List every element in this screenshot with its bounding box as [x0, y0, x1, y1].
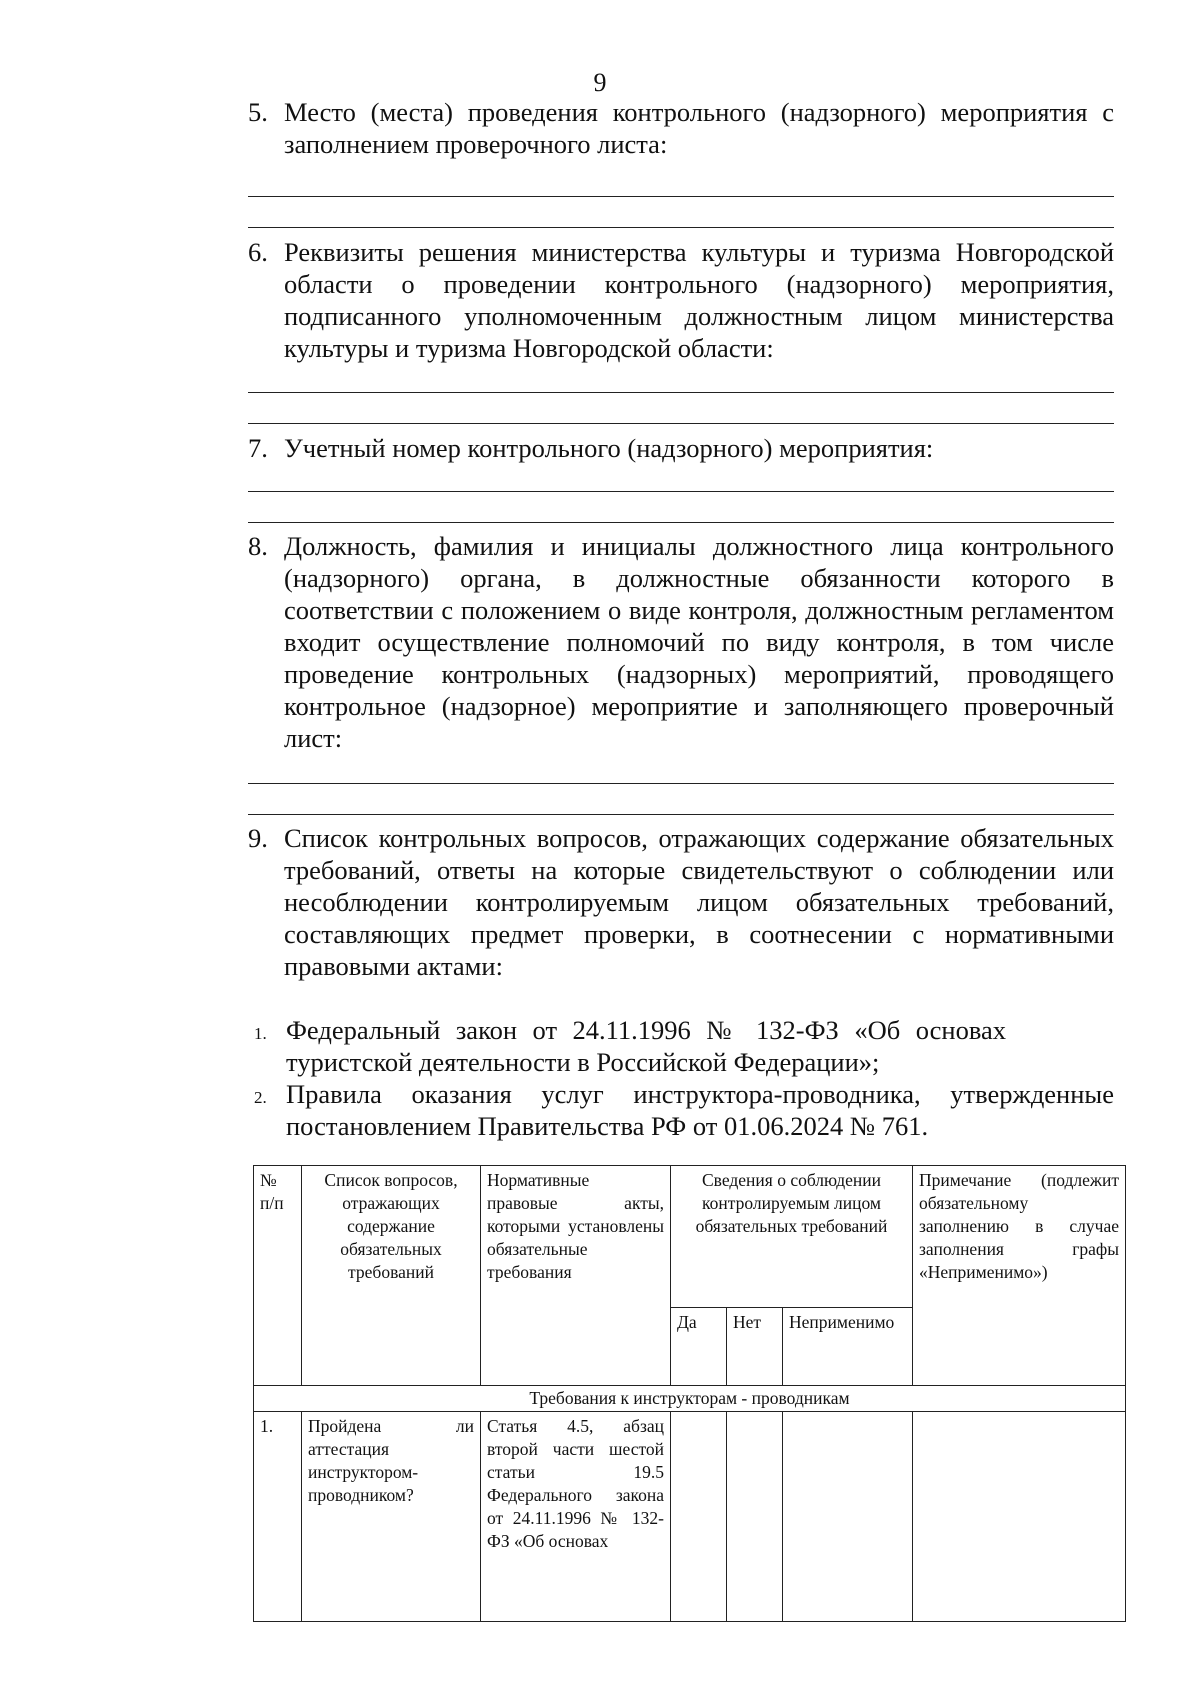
fill-line[interactable] — [248, 227, 1114, 228]
section-9-number: 9. — [248, 823, 268, 853]
section-8 — [248, 530, 1114, 754]
section-5-number: 5. — [248, 97, 268, 127]
section-7-number: 7. — [248, 433, 268, 463]
section-6-number: 6. — [248, 237, 268, 267]
section-9 — [248, 822, 1114, 982]
law-item — [254, 1078, 1114, 1142]
section-6-text: Реквизиты решения министерства культуры и туризма Новгородской области о проведении контрольного (надзорного) мероприятия, подписанного уполномоченным должностным лицом министерства культуры и туризма Новгородской области: — [284, 237, 1114, 363]
header-acts: Нормативные правовые акты, которыми установлены обязательные требования — [481, 1166, 671, 1386]
header-note: Примечание (подлежит обязательному заполнению в случае заполнения графы «Неприменимо») — [913, 1166, 1126, 1386]
cell-no[interactable] — [727, 1412, 783, 1622]
header-yes: Да — [671, 1308, 727, 1386]
header-questions: Список вопросов, отражающих содержание обязательных требований — [302, 1166, 481, 1386]
cell-not-applicable[interactable] — [783, 1412, 913, 1622]
fill-line[interactable] — [248, 522, 1114, 523]
table-section-title: Требования к инструкторам - проводникам — [254, 1386, 1126, 1412]
fill-line[interactable] — [248, 423, 1114, 424]
header-not-applicable: Неприменимо — [783, 1308, 913, 1386]
section-5 — [248, 96, 1114, 160]
fill-line[interactable] — [248, 196, 1114, 197]
row-act: Статья 4.5, абзац второй части шестой статьи 19.5 Федерального закона от 24.11.1996 № 132-ФЗ «Об основах — [481, 1412, 671, 1622]
row-num: 1. — [254, 1412, 302, 1622]
law-text: Федеральный закон от 24.11.1996 № 132-ФЗ «Об основах туристской деятельности в Российской Федерации»; — [286, 1015, 1006, 1077]
law-text: Правила оказания услуг инструктора-проводника, утвержденные постановлением Правительства РФ от 01.06.2024 № 761. — [286, 1079, 1114, 1141]
fill-line[interactable] — [248, 814, 1114, 815]
section-6 — [248, 236, 1114, 364]
row-question: Пройдена ли аттестация инструктором-проводником? — [302, 1412, 481, 1622]
law-number: 1. — [254, 1024, 267, 1043]
cell-note[interactable] — [913, 1412, 1126, 1622]
fill-line[interactable] — [248, 392, 1114, 393]
fill-line[interactable] — [248, 491, 1114, 492]
law-number: 2. — [254, 1088, 267, 1107]
header-num: № п/п — [254, 1166, 302, 1386]
header-compliance: Сведения о соблюдении контролируемым лицом обязательных требований — [671, 1166, 913, 1308]
checklist-table — [253, 1165, 1126, 1622]
cell-yes[interactable] — [671, 1412, 727, 1622]
table-row — [254, 1412, 1126, 1622]
section-9-text: Список контрольных вопросов, отражающих содержание обязательных требований, ответы на которые свидетельствуют о соблюдении или несоблюдении контролируемым лицом обязательных требований, составляющих предмет проверки, в соотнесении с нормативными правовыми актами: — [284, 823, 1114, 981]
law-item — [254, 1014, 1114, 1078]
section-8-text: Должность, фамилия и инициалы должностного лица контрольного (надзорного) органа, в должностные обязанности которого в соответствии с положением о виде контроля, должностным регламентом входит осуществление полномочий по виду контроля, в том числе проведение контрольных (надзорных) мероприятий, проводящего контрольное (надзорное) мероприятие и заполняющего проверочный лист: — [284, 531, 1114, 753]
section-7-text: Учетный номер контрольного (надзорного) мероприятия: — [284, 433, 934, 463]
page-number: 9 — [593, 68, 607, 97]
section-5-text: Место (места) проведения контрольного (надзорного) мероприятия с заполнением проверочного листа: — [284, 97, 1114, 159]
section-7 — [248, 432, 1114, 464]
section-8-number: 8. — [248, 531, 268, 561]
header-no: Нет — [727, 1308, 783, 1386]
fill-line[interactable] — [248, 783, 1114, 784]
